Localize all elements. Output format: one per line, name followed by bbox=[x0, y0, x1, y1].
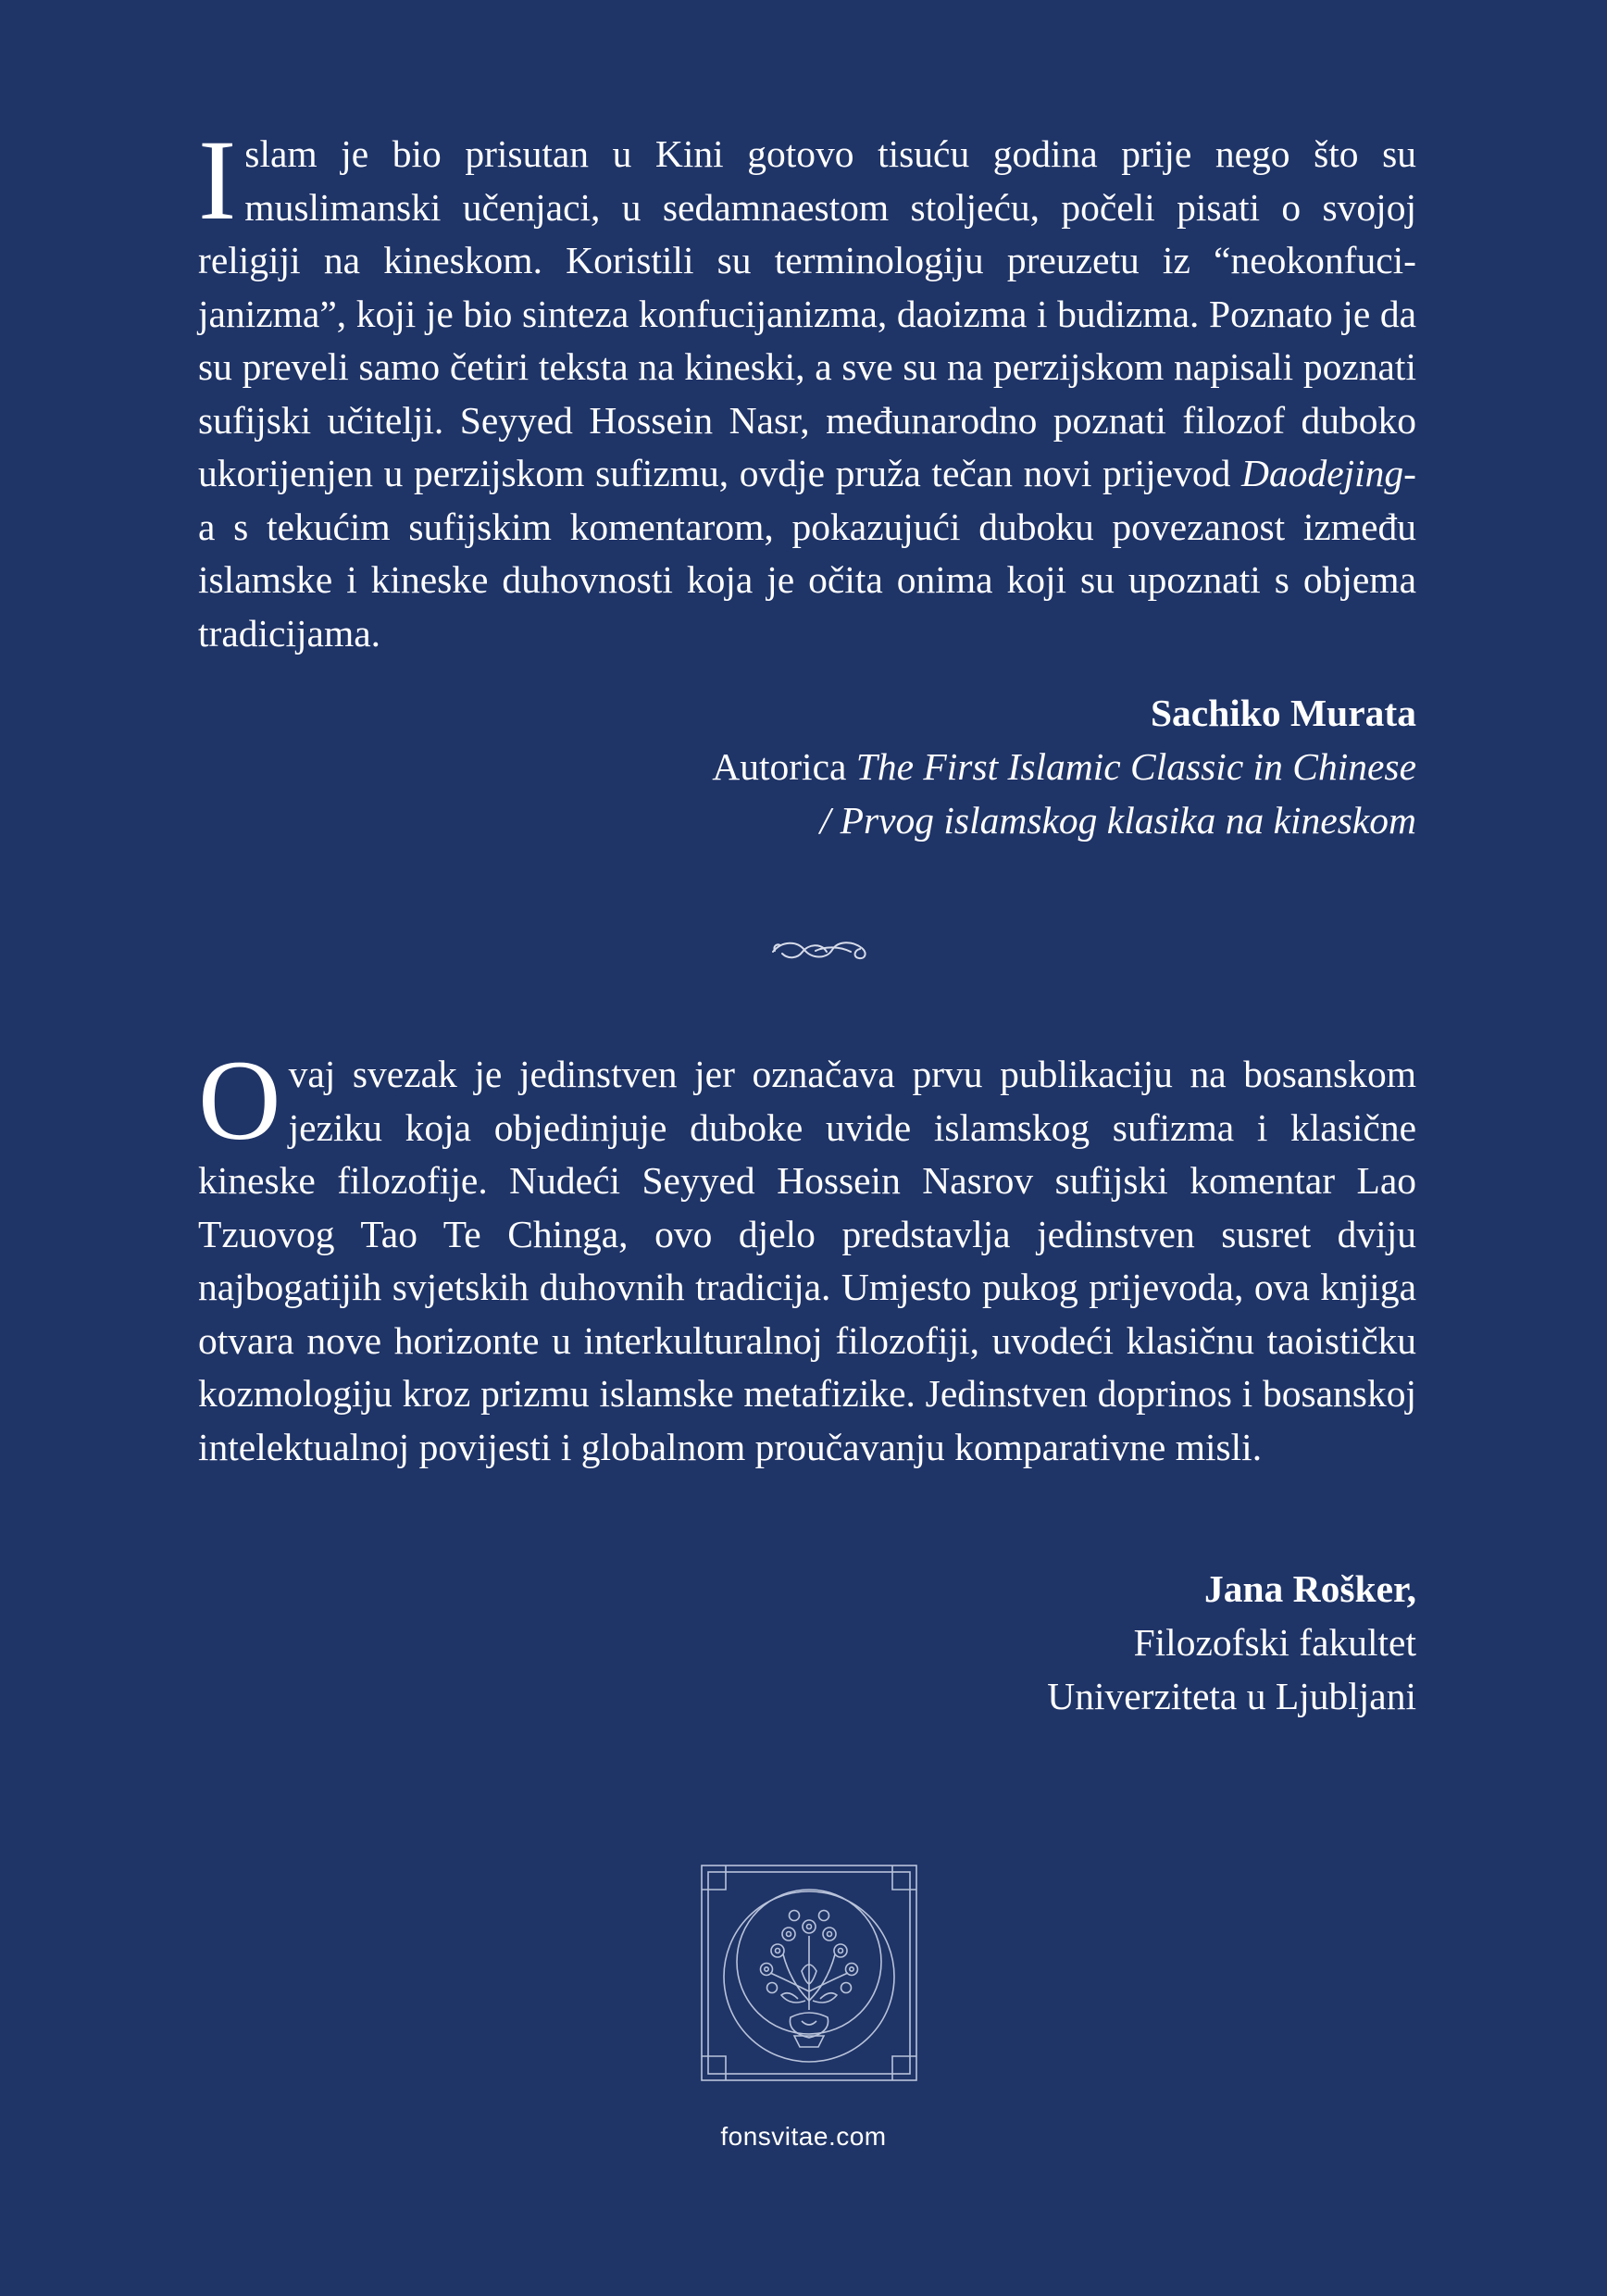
quote-murata-text: Islam je bio prisutan u Kini gotovo tisuću godina prije nego što su muslimanski učenjaci, u sedamnaestom stoljeću, počeli pisati o svojoj religiji na kineskom. Koristili su terminologiju preuzetu iz “neokonfucijanizma”, koji je bio sinteza konfucijanizma, daoizma i budizma. Poznato je da su preveli samo četiri teksta na kineski, a sve su na perzijskom napisali poznati sufijski učitelji. Seyyed Hossein Nasr, međunarodno poznati filozof duboko ukorijenjen u perzijskom sufizmu, ovdje pruža tečan novi prijevod Daodejing-a s tekućim sufijskim komentarom, pokazujući duboku povezanost između islamske i kineske duhovnosti koja je očita onima koji su upoznati s objema tradicijama. bbox=[198, 117, 1416, 655]
attribution-murata bbox=[712, 686, 1416, 847]
author-role: Autorica The First Islamic Classic in Chinese bbox=[712, 745, 1416, 788]
author-name: Jana Rošker, bbox=[1203, 1567, 1416, 1610]
dropcap: I bbox=[198, 117, 237, 243]
author-affiliation: Filozofski fakultet bbox=[1133, 1621, 1416, 1664]
quote-rosker-text: Ovaj svezak je jedinstven jer označava prvu publikaciju na bosanskom jeziku koja objedinjuje duboke uvide islamskog sufizma i klasične kineske filozofije. Nudeći Seyyed Hossein Nasrov sufijski komentar Lao Tzuovog Tao Te Chinga, ovo djelo predstavlja jedinstven susret dviju najbogatijih svjetskih duhovnih tradicija. Umjesto pukog prijevoda, ova knjiga otvara nove horizonte u interkulturalnoj filozofiji, uvodeći klasičnu taoističku kozmologiju kroz prizmu islamske metafizike. Jedinstven doprinos i bosanskoj intelektualnoj povijesti i globalnom proučavanju komparativne misli. bbox=[198, 1037, 1416, 1468]
quote-murata bbox=[198, 117, 1416, 660]
attribution-rosker bbox=[1047, 1562, 1416, 1723]
quote-rosker bbox=[198, 1037, 1416, 1474]
author-role-translation: / Prvog islamskog klasika na kineskom bbox=[819, 799, 1416, 842]
dropcap: O bbox=[198, 1037, 281, 1164]
flourish-divider-icon bbox=[769, 931, 875, 968]
author-name: Sachiko Murata bbox=[1150, 692, 1416, 734]
author-affiliation: Univerziteta u Ljubljani bbox=[1047, 1675, 1416, 1717]
publisher-website: fonsvitae.com bbox=[720, 2122, 887, 2151]
publisher-emblem-icon bbox=[698, 1862, 920, 2084]
